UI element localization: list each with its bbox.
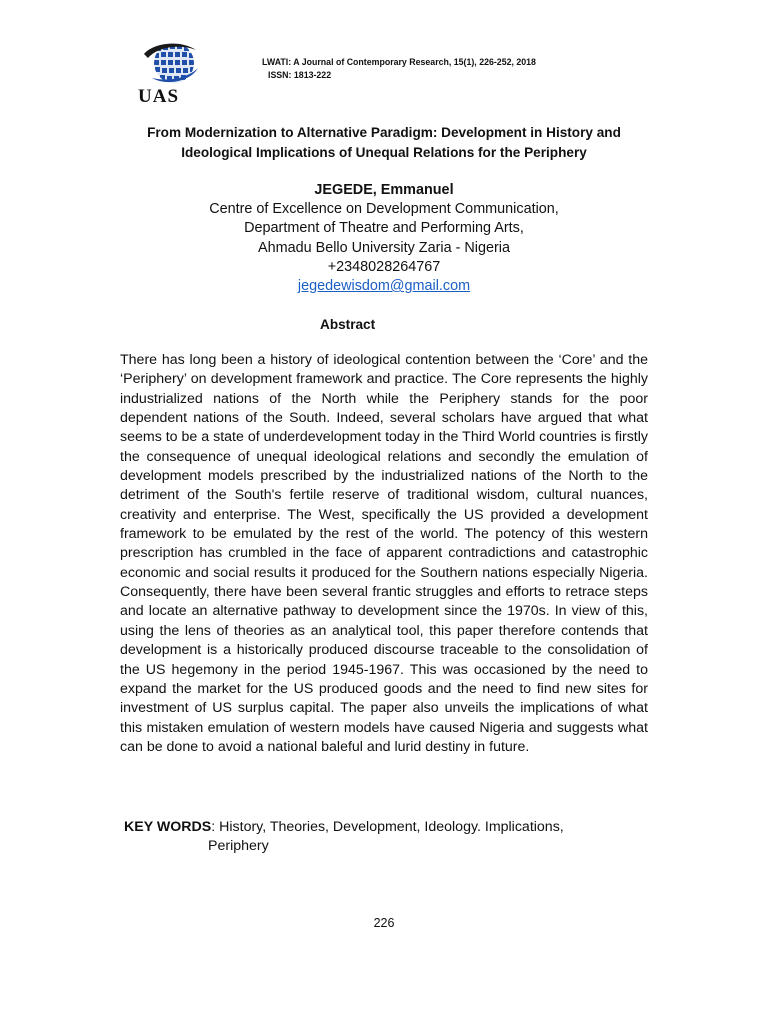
globe-icon xyxy=(138,40,202,90)
keywords-label: KEY WORDS xyxy=(124,819,212,835)
author-block xyxy=(100,181,668,296)
abstract-heading: Abstract xyxy=(320,317,376,332)
page-number: 226 xyxy=(373,916,395,930)
logo-text: UAS xyxy=(138,86,180,107)
author-name: JEGEDE, Emmanuel xyxy=(314,182,454,198)
abstract-body: There has long been a history of ideological contention between the ‘Core’ and the ‘Periphery’ on development framework and practice. The Core represents the highly industrialized nations of the North while the Periphery stands for the poor dependent nations of the South. Indeed, several scholars have argued that what seems to be a state of underdevelopment today in the Third World countries is firstly the consequence of unequal ideological relations and secondly the emulation of development models prescribed by the industrialized nations of the North to the detriment of the South's fertile reserve of traditional wisdom, cultural nuances, creativity and enterprise. The West, specifically the US provided a development framework to be emulated by the rest of the world. The potency of this western prescription has crumbled in the face of apparent contradictions and catastrophic economic and social results it produced for the Southern nations especially Nigeria. Consequently, there have been several frantic struggles and efforts to retrace steps and locate an alternative pathway to development since the 1970s. In view of this, using the lens of theories as an analytical tool, this paper therefore contends that development is a historically produced discourse traceable to the consolidation of the US hegemony in the period 1945-1967. This was occasioned by the need to expand the market for the US produced goods and the need to find new sites for investment of US surplus capital. The paper also unveils the implications of what this mistaken emulation of western models have caused Nigeria and suggests what can be done to avoid a national baleful and lurid destiny in future. xyxy=(120,352,648,755)
author-email-link[interactable]: jegedewisdom@gmail.com xyxy=(297,278,471,295)
affiliation-line-1: Centre of Excellence on Development Communication, xyxy=(209,201,559,218)
issn-line: ISSN: 1813-222 xyxy=(268,70,332,80)
journal-logo xyxy=(138,40,202,108)
title-line-1: From Modernization to Alternative Paradigm: Development in History and xyxy=(147,125,621,140)
keywords-values: : History, Theories, Development, Ideology. Implications, xyxy=(211,819,564,835)
title-line-2: Ideological Implications of Unequal Relations for the Periphery xyxy=(181,145,587,160)
journal-line: LWATI: A Journal of Contemporary Research, 15(1), 226-252, 2018 xyxy=(262,57,536,67)
affiliation-line-3: Ahmadu Bello University Zaria - Nigeria xyxy=(258,239,510,256)
author-phone: +2348028264767 xyxy=(327,258,441,275)
affiliation-line-2: Department of Theatre and Performing Arts, xyxy=(244,220,524,237)
paper-title xyxy=(100,123,668,163)
keywords-section xyxy=(124,818,604,856)
keywords-values-continued: Periphery xyxy=(208,838,269,854)
journal-citation xyxy=(262,56,536,82)
